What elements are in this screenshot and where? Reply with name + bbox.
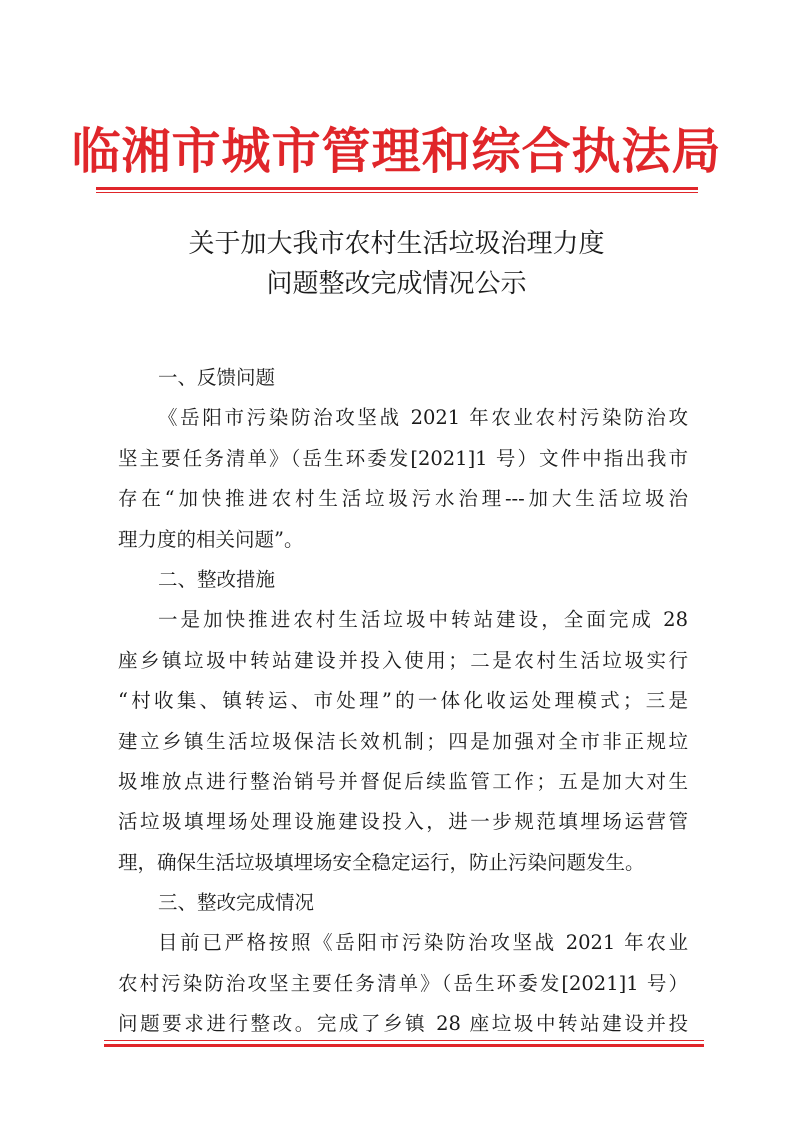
section-heading-feedback: 一、反馈问题 bbox=[158, 366, 276, 389]
document-title-line-2: 问题整改完成情况公示 bbox=[266, 269, 527, 299]
header-red-rule-thick bbox=[96, 187, 698, 190]
header-red-rule-thin bbox=[96, 192, 698, 193]
paragraph-line: 建立乡镇生活垃圾保洁长效机制；四是加强对全市非正规垃 bbox=[118, 729, 688, 753]
section-heading-completion: 三、整改完成情况 bbox=[158, 891, 315, 915]
paragraph-line: 座乡镇垃圾中转站建设并投入使用；二是农村生活垃圾实行 bbox=[118, 648, 688, 672]
paragraph-line: 圾堆放点进行整治销号并督促后续监管工作；五是加大对生 bbox=[118, 769, 688, 793]
paragraph-line: 理，确保生活垃圾填埋场安全稳定运行，防止污染问题发生。 bbox=[118, 850, 645, 874]
document-title-line-1: 关于加大我市农村生活垃圾治理力度 bbox=[188, 229, 605, 259]
document-body bbox=[118, 358, 688, 1045]
issuing-organization-header: 临湘市城市管理和综合执法局 bbox=[71, 122, 722, 180]
paragraph-line: 农村污染防治攻坚主要任务清单》（岳生环委发[2021]1 号） bbox=[118, 971, 688, 995]
paragraph-line: 存在“加快推进农村生活垃圾污水治理---加大生活垃圾治 bbox=[118, 487, 688, 511]
paragraph-line: 坚主要任务清单》（岳生环委发[2021]1 号）文件中指出我市 bbox=[118, 446, 688, 470]
paragraph-line: “村收集、镇转运、市处理”的一体化收运处理模式；三是 bbox=[118, 689, 688, 713]
section-heading-measures: 二、整改措施 bbox=[158, 567, 276, 591]
paragraph-line: 问题要求进行整改。完成了乡镇 28 座垃圾中转站建设并投 bbox=[118, 1012, 688, 1036]
footer-red-rule-thin bbox=[104, 1040, 704, 1041]
paragraph-line: 目前已严格按照《岳阳市污染防治攻坚战 2021 年农业 bbox=[158, 931, 688, 955]
paragraph-line: 《岳阳市污染防治攻坚战 2021 年农业农村污染防治攻 bbox=[158, 406, 688, 430]
paragraph-line: 理力度的相关问题”。 bbox=[118, 527, 304, 551]
paragraph-line: 活垃圾填埋场处理设施建设投入，进一步规范填埋场运营管 bbox=[118, 810, 688, 834]
paragraph-line: 一是加快推进农村生活垃圾中转站建设，全面完成 28 bbox=[158, 608, 688, 632]
footer-red-rule-thick bbox=[104, 1044, 704, 1047]
